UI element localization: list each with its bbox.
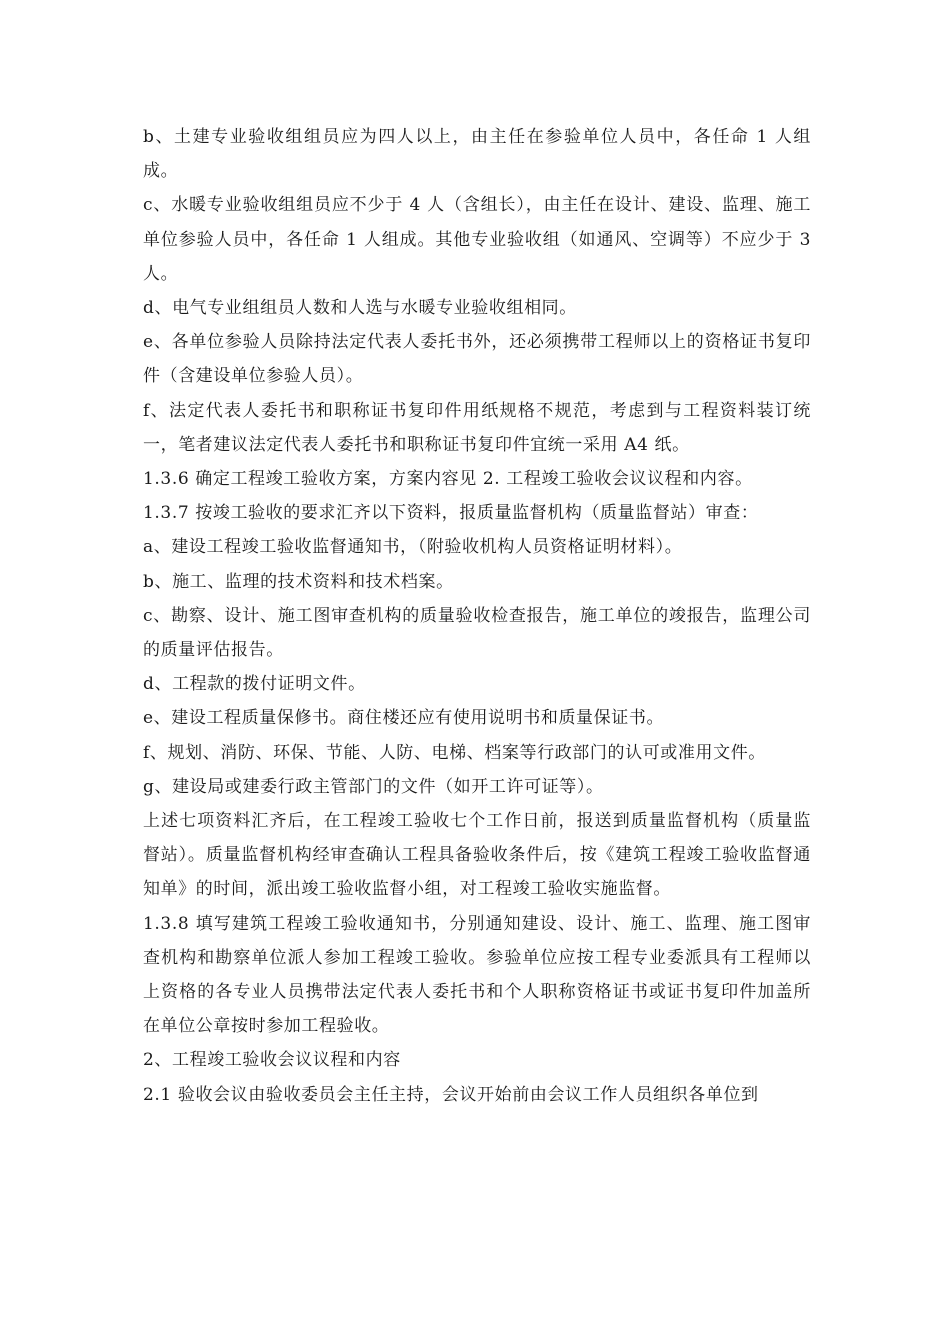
list-item-e: e、建设工程质量保修书。商住楼还应有使用说明书和质量保证书。 bbox=[143, 708, 665, 729]
section-heading-2: 2、工程竣工验收会议议程和内容 bbox=[143, 1050, 401, 1071]
paragraph-1-3-7: 1.3.7 按竣工验收的要求汇齐以下资料，报质量监督机构（质量监督站）审查： bbox=[143, 503, 759, 524]
paragraph-paper-size: f、法定代表人委托书和职称证书复印件用纸规格不规范，考虑到与工程资料装订统一，笔者建议法定代表人委托书和职称证书复印件宜统一采用 A4 纸。 bbox=[143, 400, 811, 455]
paragraph-certificates: e、各单位参验人员除持法定代表人委托书外，还必须携带工程师以上的资格证书复印件（含建设单位参验人员）。 bbox=[143, 332, 811, 387]
list-item-g: g、建设局或建委行政主管部门的文件（如开工许可证等）。 bbox=[143, 776, 604, 797]
list-item-c: c、勘察、设计、施工图审查机构的质量验收检查报告，施工单位的竣报告，监理公司的质量评估报告。 bbox=[143, 605, 811, 661]
list-item-b: b、施工、监理的技术资料和技术档案。 bbox=[143, 571, 454, 592]
paragraph-submission: 上述七项资料汇齐后，在工程竣工验收七个工作日前，报送到质量监督机构（质量监督站）。质量监督机构经审查确认工程具备验收条件后，按《建筑工程竣工验收监督通知单》的时间，派出竣工验收监督小组，对工程竣工验收实施监督。 bbox=[143, 811, 811, 900]
paragraph-electrical-team: d、电气专业组组员人数和人选与水暖专业验收组相同。 bbox=[143, 298, 577, 319]
paragraph-1-3-6: 1.3.6 确定工程竣工验收方案，方案内容见 2. 工程竣工验收会议议程和内容。 bbox=[143, 469, 753, 490]
paragraph-1-3-8: 1.3.8 填写建筑工程竣工验收通知书，分别通知建设、设计、施工、监理、施工图审查机构和勘察单位派人参加工程竣工验收。参验单位应按工程专业委派具有工程师以上资格的各专业人员携带法定代表人委托书和个人职称资格证书或证书复印件加盖所在单位公章按时参加工程验收。 bbox=[143, 913, 811, 1037]
list-item-d: d、工程款的拨付证明文件。 bbox=[143, 674, 366, 695]
list-item-f: f、规划、消防、环保、节能、人防、电梯、档案等行政部门的认可或准用文件。 bbox=[143, 742, 766, 763]
paragraph-civil-team: b、土建专业验收组组员应为四人以上，由主任在参验单位人员中，各任命 1 人组成。 bbox=[143, 127, 811, 182]
paragraph-2-1: 2.1 验收会议由验收委员会主任主持，会议开始前由会议工作人员组织各单位到 bbox=[143, 1084, 759, 1105]
paragraph-plumbing-team: c、水暖专业验收组组员应不少于 4 人（含组长），由主任在设计、建设、监理、施工单位参验人员中，各任命 1 人组成。其他专业验收组（如通风、空调等）不应少于 3 人。 bbox=[143, 195, 811, 284]
document-body bbox=[143, 120, 811, 1112]
list-item-a: a、建设工程竣工验收监督通知书，（附验收机构人员资格证明材料）。 bbox=[143, 537, 683, 558]
